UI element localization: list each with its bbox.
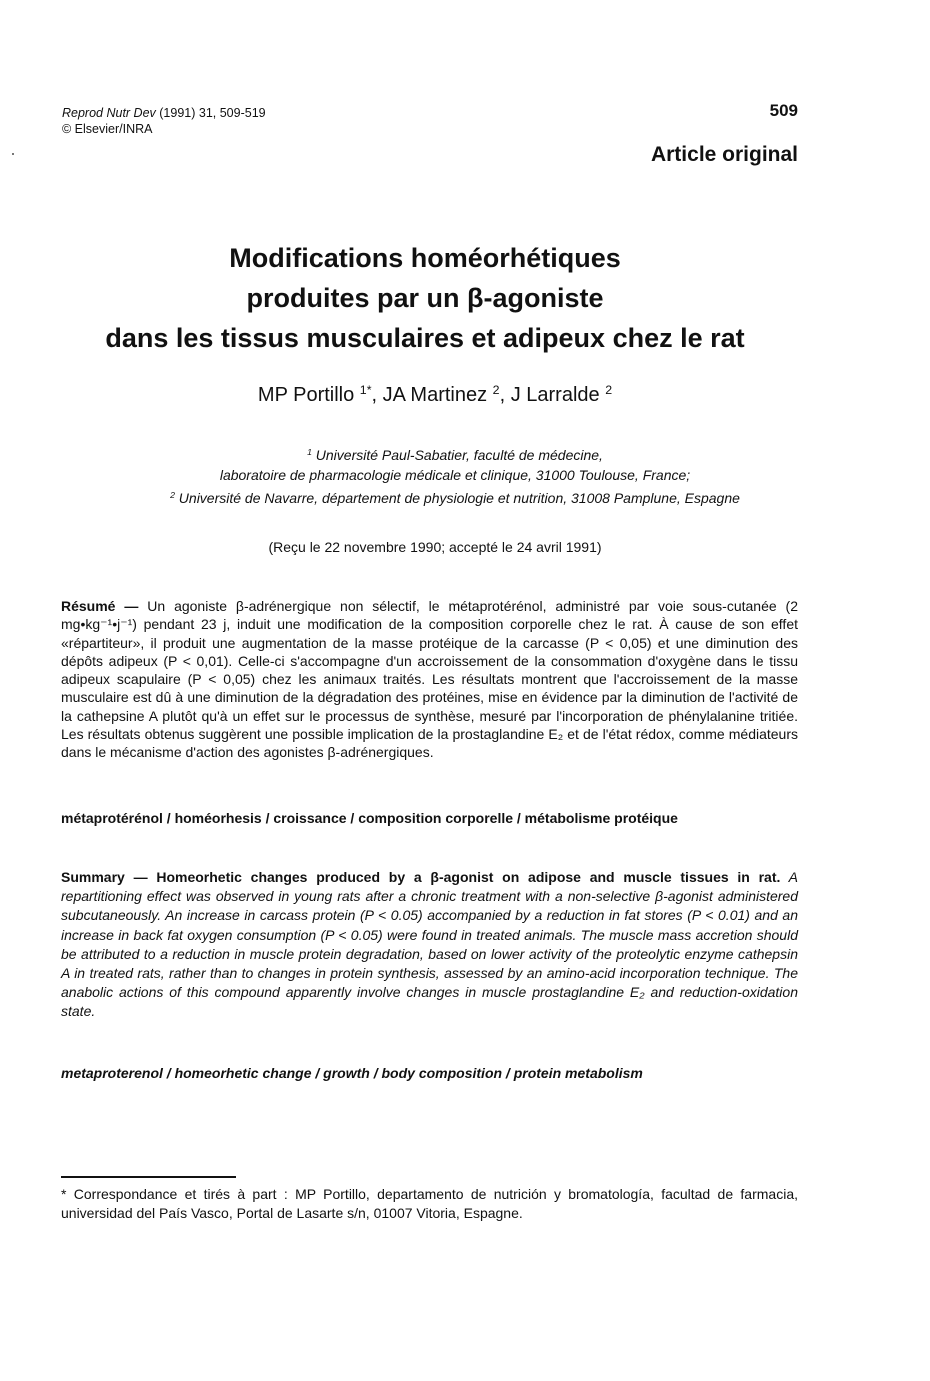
affiliation-2-mark: 2	[170, 489, 175, 500]
author-3: , J Larralde	[499, 383, 606, 406]
resume-heading: Résumé —	[61, 598, 139, 614]
keywords-french: métaprotérénol / homéorhesis / croissance / composition corporelle / métabolisme protéique	[61, 810, 678, 826]
article-type: Article original	[650, 143, 798, 166]
author-2: , JA Martinez	[371, 383, 493, 406]
affiliation-1-line-2: laboratoire de pharmacologie médicale et clinique, 31000 Toulouse, France;	[219, 466, 691, 483]
affiliation-1	[40, 442, 870, 465]
resume-text: Un agoniste β-adrénergique non sélectif, le métaprotérénol, administré par voie sous-cutanée (2 mg•kg⁻¹•j⁻¹) pendant 23 j, induit une modification de la composition corporelle chez le rat. À cause de son effet «répartiteur», il produit une augmentation de la masse protéique de la carcasse (P < 0,05) et une diminution des dépôts adipeux (P < 0,01). Celle-ci s'accompagne d'un accroissement de la consommation d'oxygène dans le tissu adipeux scapulaire (P < 0,05) chez les animaux traités. Les résultats montrent que l'accroissement de la masse musculaire est dû à une diminution de la dégradation des protéines, mise en évidence par la diminution de l'activité de la cathepsine A plutôt qu'à un effet sur le processus de synthèse, mesuré par l'incorporation de phénylalanine tritiée. Les résultats obtenus suggèrent une possible implication de la prostaglandine E₂ et de l'état rédox, comme médiateurs dans le mécanisme d'action des agonistes β-adrénergiques.	[61, 598, 799, 761]
title-line-1: Modifications homéorhétiques	[229, 243, 621, 273]
summary-text: A repartitioning effect was observed in young rats after a chronic treatment with a non-selective β-agonist administered subcutaneously. An increase in carcass protein (P < 0.05) accompanied by a reduction in fat stores (P < 0.01) and an increase in back fat oxygen consumption (P < 0.05) were found in treated animals. The muscle mass accretion should be attributed to a reduction in muscle protein degradation, based on lower activity of the proteolytic enzyme cathepsin A in treated rats, rather than to changes in protein synthesis, assessed by an amino-acid incorporation technique. The anabolic actions of this compound apparently involve changes in muscle prostaglandine E₂ and reduction-oxidation state.	[61, 869, 798, 1020]
affiliation-1-mark: 1	[307, 447, 312, 457]
journal-volume-pages: (1991) 31, 509-519	[155, 106, 266, 120]
correspondence-footnote: * Correspondance et tirés à part : MP Portillo, departamento de nutrición y bromatología, facultad de farmacia, universidad del País Vasco, Portal de Lasarte s/n, 01007 Vitoria, Espagne.	[61, 1186, 798, 1221]
journal-citation	[62, 105, 266, 137]
article-title	[40, 238, 810, 358]
summary-abstract	[61, 868, 798, 1022]
author-1: MP Portillo	[257, 383, 360, 406]
author-2-affiliation-mark: 2	[492, 383, 500, 397]
title-line-3: dans les tissus musculaires et adipeux chez le rat	[105, 323, 745, 353]
affiliation-2	[40, 485, 870, 508]
title-line-2: produites par un β-agoniste	[246, 283, 604, 313]
author-list	[40, 383, 830, 407]
affiliation-1-line-1: Université Paul-Sabatier, faculté de médecine,	[311, 446, 603, 463]
copyright-line: © Elsevier/INRA	[62, 122, 153, 136]
resume-abstract	[61, 597, 798, 762]
affiliation-2-line: Université de Navarre, département de physiologie et nutrition, 31008 Pamplune, Espagne	[174, 489, 740, 506]
footnote-divider	[61, 1176, 236, 1178]
received-dates: (Reçu le 22 novembre 1990; accepté le 24 avril 1991)	[268, 539, 602, 555]
page-number: 509	[769, 101, 798, 120]
scan-speck	[12, 153, 14, 155]
summary-heading: Summary — Homeorhetic changes produced by a β-agonist on adipose and muscle tissues in rat.	[61, 869, 781, 885]
author-1-affiliation-mark: 1*	[359, 383, 372, 397]
affiliations	[40, 442, 870, 508]
journal-name: Reprod Nutr Dev	[62, 106, 156, 120]
author-3-affiliation-mark: 2	[605, 383, 613, 397]
keywords-english: metaproterenol / homeorhetic change / growth / body composition / protein metabolism	[61, 1065, 643, 1081]
